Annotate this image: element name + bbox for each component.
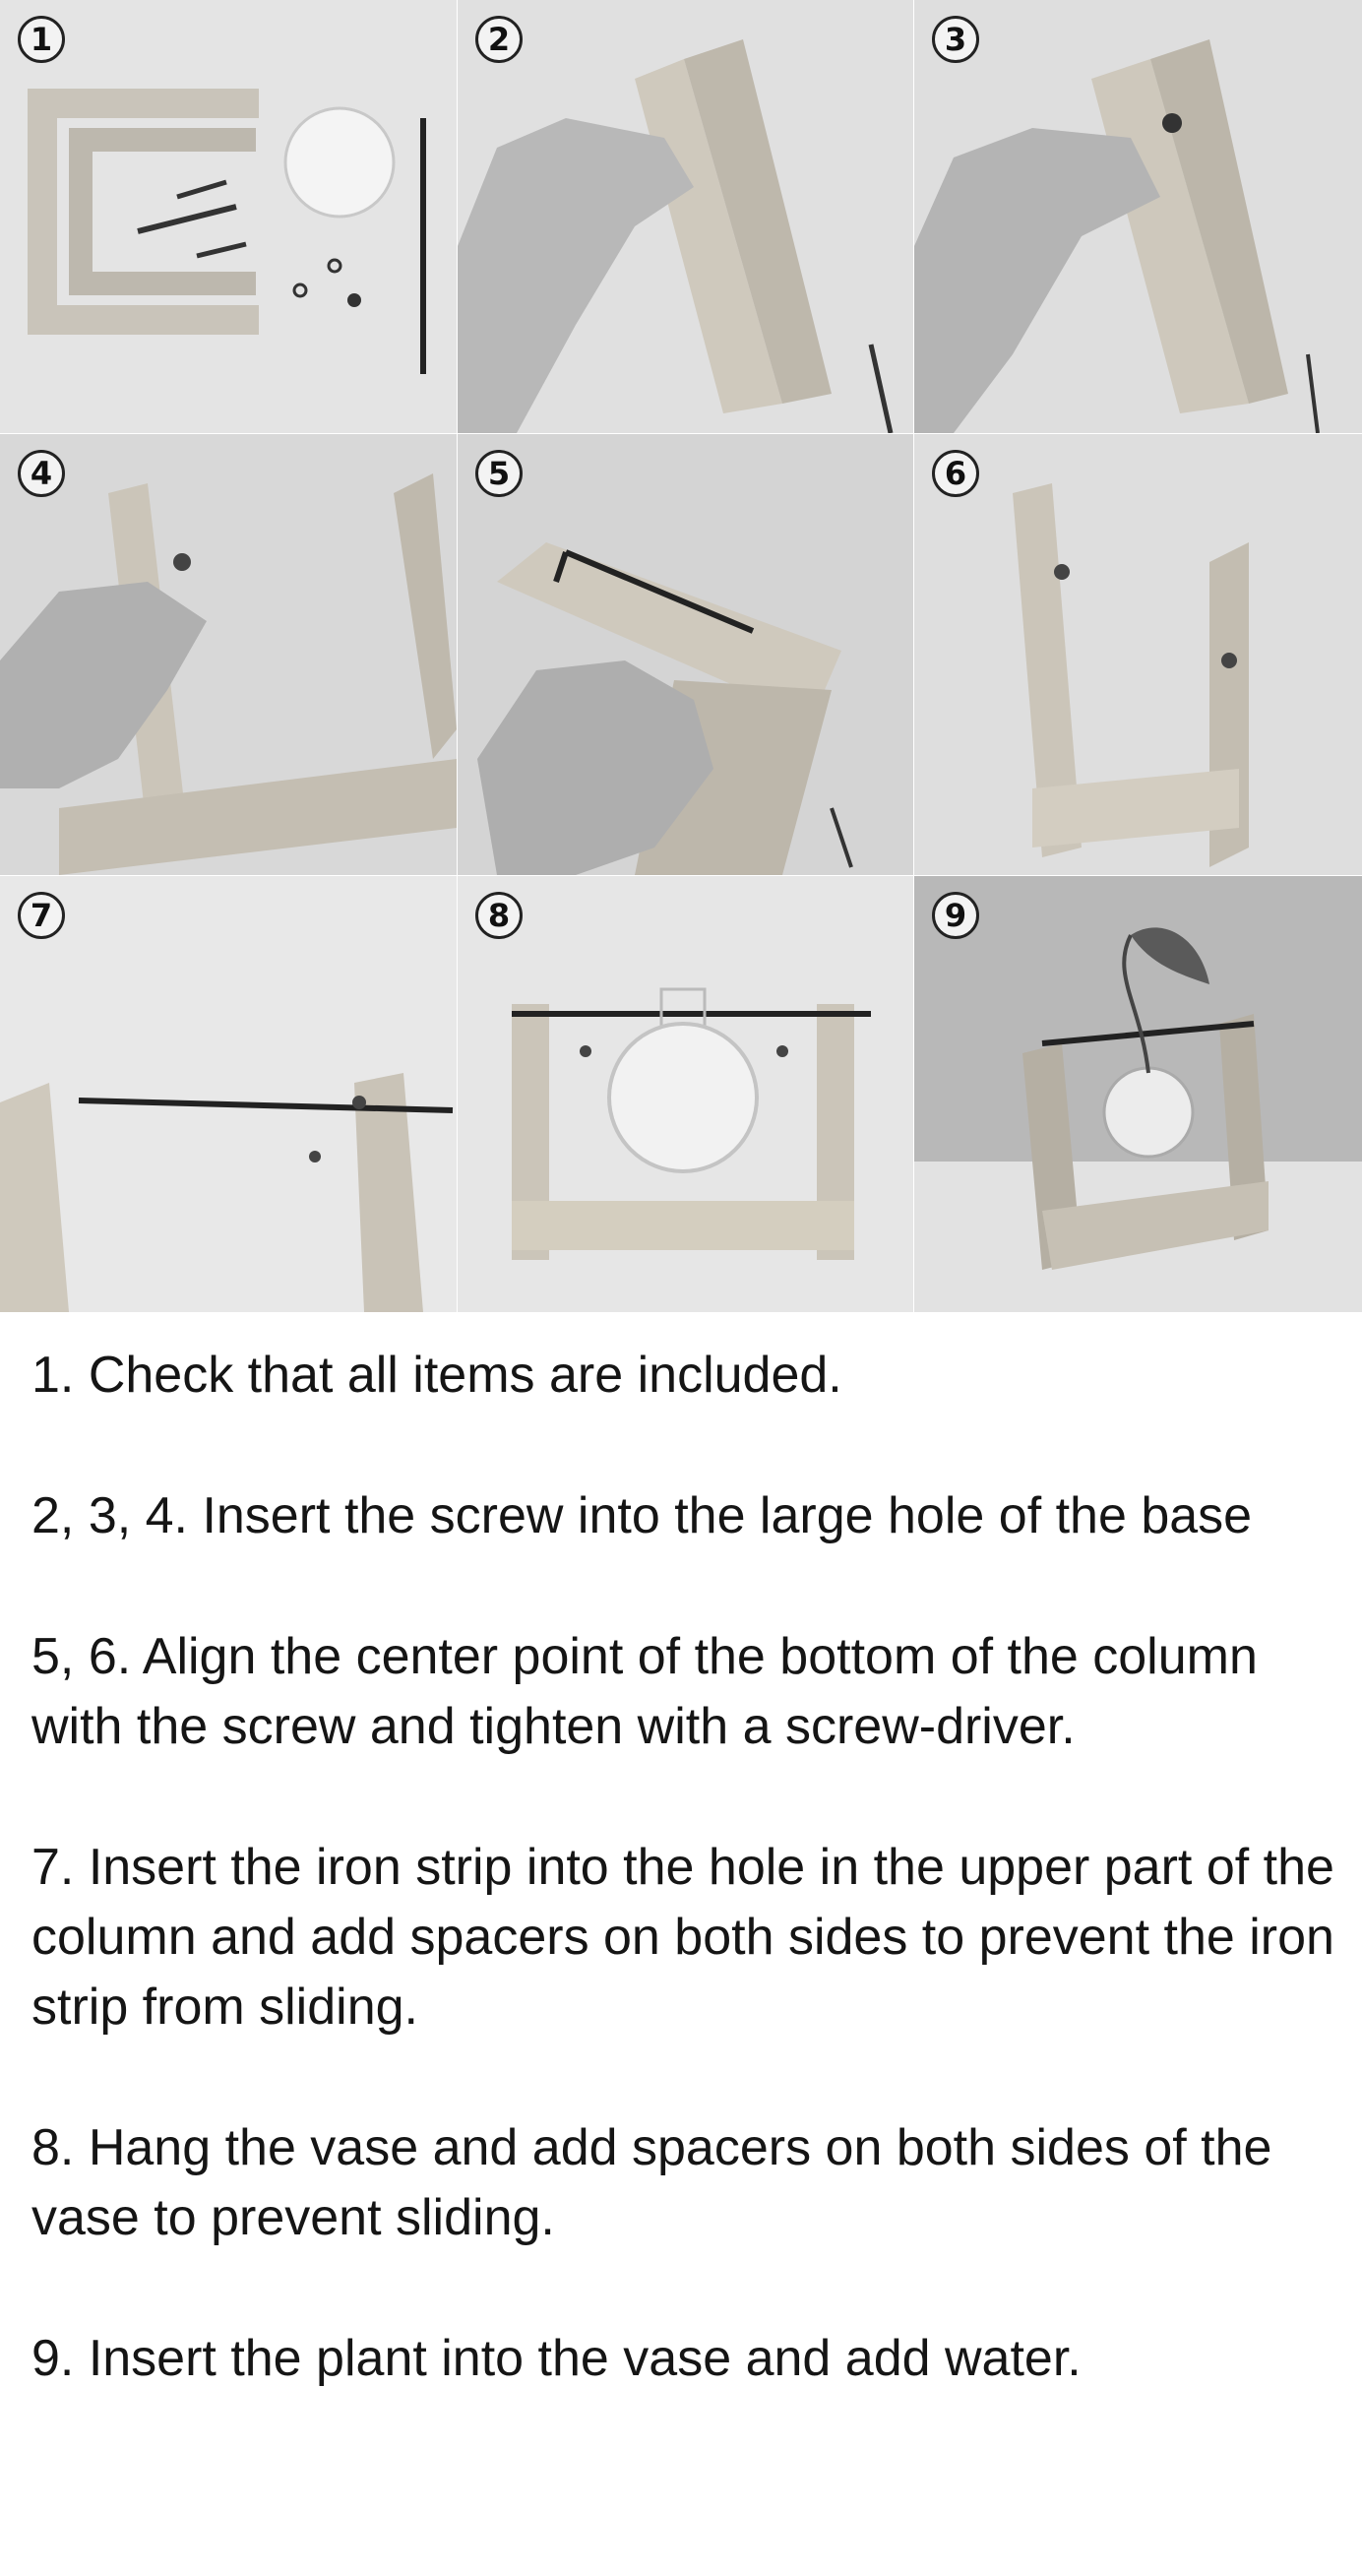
instruction-step-7: 7. Insert the iron strip into the hole in the upper part of the column and add spacers on both sides to prevent the iron strip from sliding.	[31, 1839, 1334, 2036]
instruction-list	[31, 1341, 1340, 2465]
instruction-step-9: 9. Insert the plant into the vase and add water.	[31, 2330, 1082, 2387]
finished-planter-illustration	[914, 876, 1362, 1312]
step-badge-8: 8	[475, 892, 523, 939]
step-badge-3: 3	[932, 16, 979, 63]
photo-step-9	[914, 876, 1362, 1312]
instruction-step-1: 1. Check that all items are included.	[31, 1347, 842, 1404]
step-badge-9: 9	[932, 892, 979, 939]
photo-step-3	[914, 0, 1362, 433]
instruction-step-5-6: 5, 6. Align the center point of the bottom of the column with the screw and tighten with a screw-driver.	[31, 1628, 1258, 1755]
iron-strip-illustration	[0, 876, 457, 1312]
photo-step-6	[914, 434, 1362, 875]
instruction-step-2-3-4: 2, 3, 4. Insert the screw into the large hole of the base	[31, 1487, 1253, 1544]
tighten-screw-illustration	[458, 434, 913, 875]
base-assembly-illustration	[0, 434, 457, 875]
photo-step-2	[458, 0, 913, 433]
photo-step-5	[458, 434, 913, 875]
instruction-step-8: 8. Hang the vase and add spacers on both sides of the vase to prevent sliding.	[31, 2119, 1272, 2246]
parts-illustration	[0, 0, 457, 433]
screw-insert-illustration	[914, 0, 1362, 433]
hang-vase-illustration	[458, 876, 913, 1312]
step-badge-7: 7	[18, 892, 65, 939]
photo-step-1	[0, 0, 457, 433]
stand-frame-illustration	[914, 434, 1362, 875]
hand-column-illustration	[458, 0, 913, 433]
step-badge-2: 2	[475, 16, 523, 63]
photo-step-7	[0, 876, 457, 1312]
step-badge-4: 4	[18, 450, 65, 497]
photo-step-4	[0, 434, 457, 875]
step-badge-5: 5	[475, 450, 523, 497]
step-badge-6: 6	[932, 450, 979, 497]
step-badge-1: 1	[18, 16, 65, 63]
photo-step-8	[458, 876, 913, 1312]
